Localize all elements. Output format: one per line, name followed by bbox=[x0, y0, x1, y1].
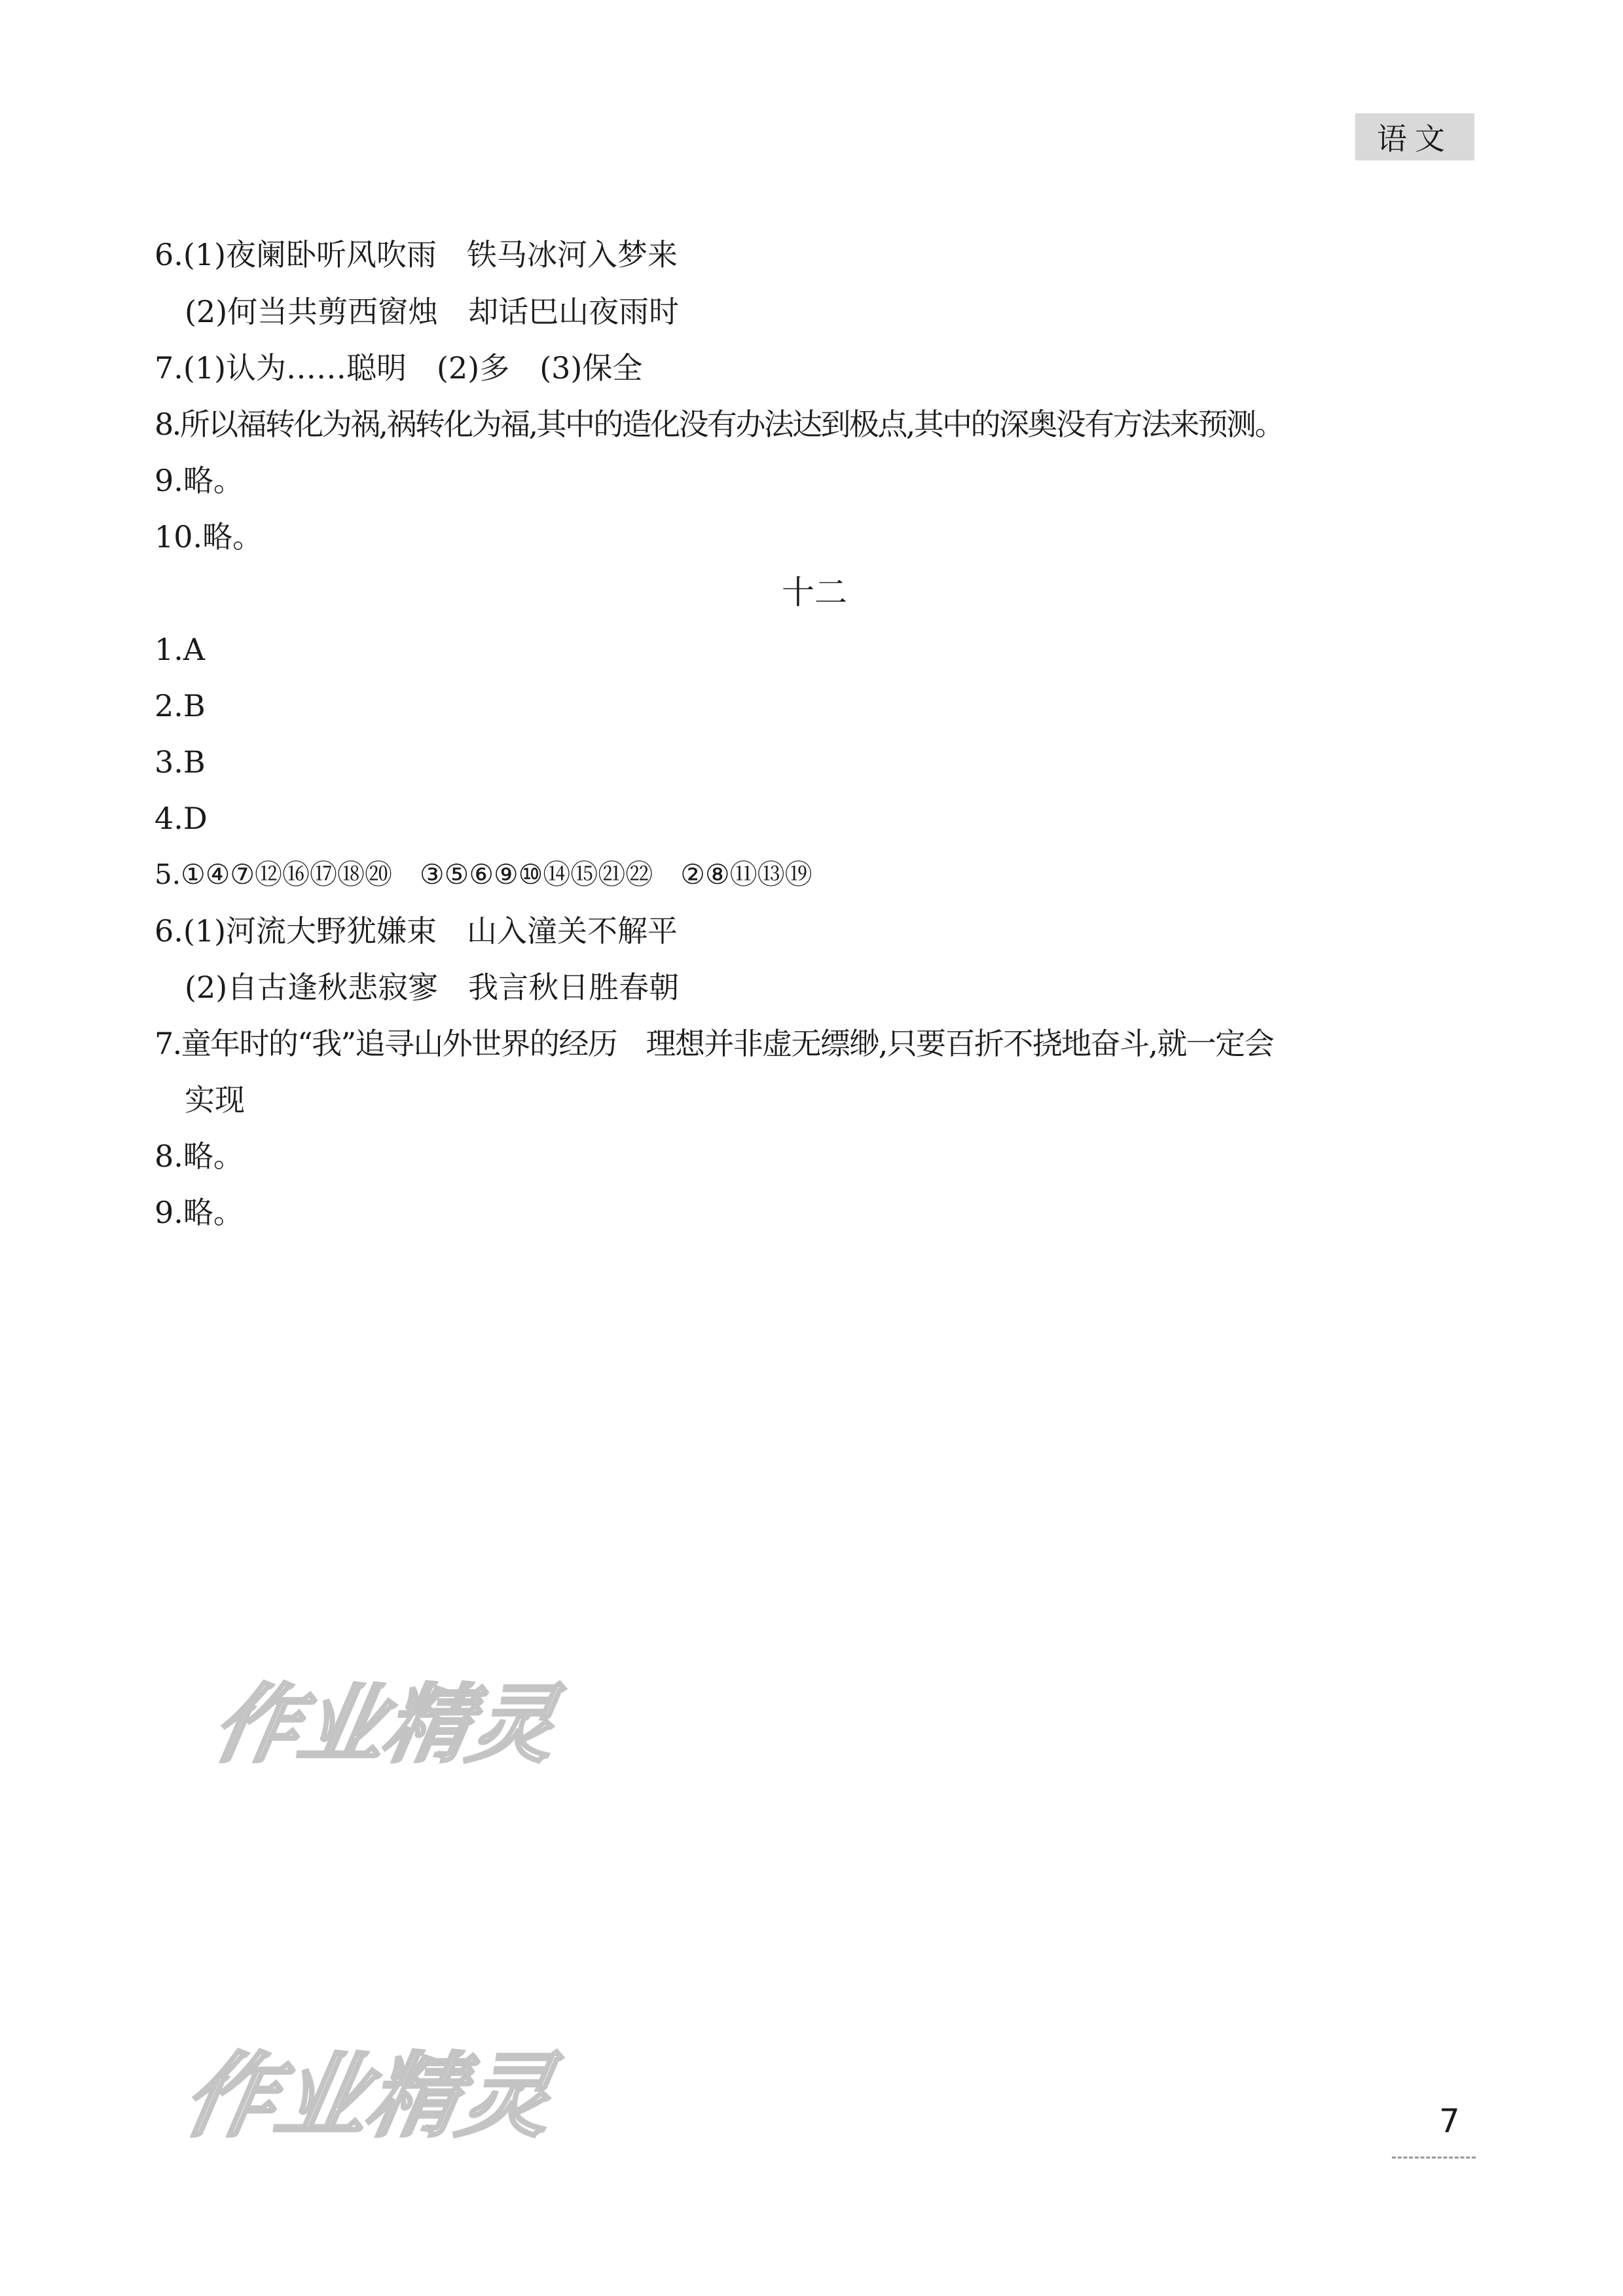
answer-line: 7.童年时的“我”追寻山外世界的经历 理想并非虚无缥缈,只要百折不挠地奋斗,就一定会 bbox=[155, 1026, 1273, 1061]
subject-tab: 语文 bbox=[1355, 113, 1474, 160]
page-number: 7 bbox=[1439, 2102, 1460, 2140]
answer-line: 4.D bbox=[155, 801, 208, 836]
answer-line: 6.(1)夜阑卧听风吹雨 铁马冰河入梦来 bbox=[155, 237, 678, 272]
answer-line: 实现 bbox=[155, 1082, 245, 1118]
watermark-text: 作业精灵 bbox=[175, 2043, 562, 2150]
answer-line: (2)何当共剪西窗烛 却话巴山夜雨时 bbox=[155, 294, 680, 329]
answer-line: 5.①④⑦⑫⑯⑰⑱⑳ ③⑤⑥⑨⑩⑭⑮㉑㉒ ②⑧⑪⑬⑲ bbox=[155, 858, 812, 890]
answer-line: 10.略。 bbox=[155, 519, 263, 555]
watermark-text: 作业精灵 bbox=[206, 1675, 564, 1774]
answer-line: 9.略。 bbox=[155, 463, 244, 498]
answer-line: 8.略。 bbox=[155, 1139, 244, 1174]
answer-line: 7.(1)认为……聪明 (2)多 (3)保全 bbox=[155, 350, 643, 386]
answer-line: 3.B bbox=[155, 744, 206, 780]
footer-dash-rule bbox=[1392, 2157, 1476, 2159]
answer-line: (2)自古逢秋悲寂寥 我言秋日胜春朝 bbox=[155, 970, 680, 1005]
answer-line: 2.B bbox=[155, 688, 206, 723]
answer-line: 6.(1)河流大野犹嫌束 山入潼关不解平 bbox=[155, 913, 678, 949]
section-title: 十二 bbox=[782, 574, 847, 611]
answer-line: 9.略。 bbox=[155, 1195, 244, 1230]
answer-line: 8.所以福转化为祸,祸转化为福,其中的造化没有办法达到极点,其中的深奥没有方法来预测。 bbox=[155, 407, 1283, 442]
answer-line: 1.A bbox=[155, 632, 206, 667]
